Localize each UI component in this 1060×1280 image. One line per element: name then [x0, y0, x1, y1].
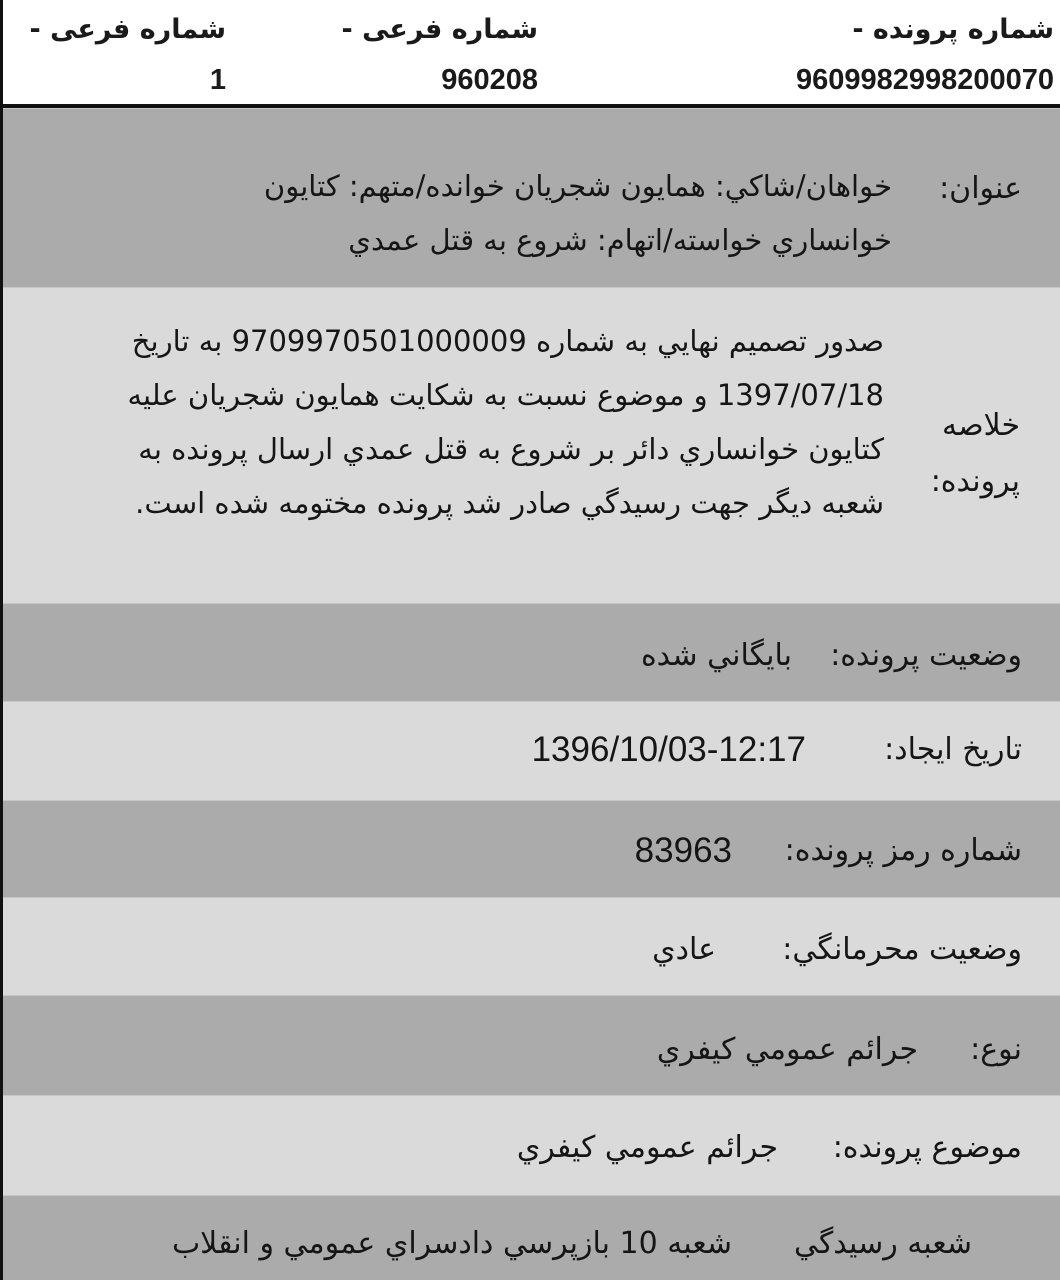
- summary-label-line1: خلاصه: [941, 408, 1020, 443]
- sub-number-1-value: 960208: [441, 64, 538, 96]
- summary-value: صدور تصميم نهايي به شماره 9709970501000009 به تاريخ 1397/07/18 و موضوع نسبت به شكايت همايون شجريان عليه كتايون خوانساري دائر بر شروع به قتل عمدي ارسال پرونده به شعبه ديگر جهت رسيدگي صادر شد پرونده مختومه شده است.: [127, 324, 884, 520]
- branch-value: شعبه 10 بازپرسي دادسراي عمومي و انقلاب: [171, 1226, 732, 1261]
- confidentiality-value: عادي: [652, 932, 716, 967]
- case-number-column: [796, 12, 1054, 100]
- type-value: جرائم عمومي كيفري: [656, 1032, 918, 1067]
- sub-number-1-column: [341, 12, 538, 100]
- subject-label: موضوع پرونده:: [832, 1130, 1022, 1165]
- subject-row: [3, 1095, 1060, 1195]
- summary-label: [931, 398, 1020, 510]
- sub-number-1-label: شماره فرعی -: [341, 14, 538, 45]
- code-label: شماره رمز پرونده:: [784, 833, 1022, 868]
- code-row: [3, 800, 1060, 897]
- created-value: 1396/10/03-12:17: [531, 730, 806, 769]
- sub-number-2-label: شماره فرعی -: [29, 14, 226, 45]
- branch-label: شعبه رسيدگي: [794, 1226, 972, 1261]
- case-header: [3, 0, 1060, 108]
- code-value: 83963: [634, 831, 732, 870]
- sub-number-2-value: 1: [209, 64, 226, 96]
- case-number-value: 9609982998200070: [795, 64, 1054, 96]
- status-row: [3, 603, 1060, 701]
- status-label: وضعيت پرونده:: [830, 638, 1022, 673]
- subject-value: جرائم عمومي كيفري: [516, 1130, 778, 1165]
- type-label: نوع:: [970, 1032, 1022, 1067]
- type-row: [3, 995, 1060, 1095]
- created-label: تاريخ ايجاد:: [884, 732, 1022, 767]
- created-row: [3, 701, 1060, 800]
- branch-row: [3, 1195, 1060, 1280]
- title-value: خواهان/شاكي: همايون شجريان خوانده/متهم: كتايون خوانساري خواسته/اتهام: شروع به قتل عمدي: [263, 169, 892, 257]
- summary-row: [3, 287, 1060, 603]
- title-row: [3, 108, 1060, 287]
- case-number-label: شماره پرونده -: [852, 14, 1054, 45]
- title-label: عنوان:: [939, 171, 1022, 206]
- sub-number-2-column: [26, 12, 226, 100]
- status-value: بايگاني شده: [640, 638, 792, 673]
- summary-label-line2: پرونده:: [930, 464, 1020, 499]
- confidentiality-label: وضعيت محرمانگي:: [782, 932, 1022, 967]
- confidentiality-row: [3, 897, 1060, 995]
